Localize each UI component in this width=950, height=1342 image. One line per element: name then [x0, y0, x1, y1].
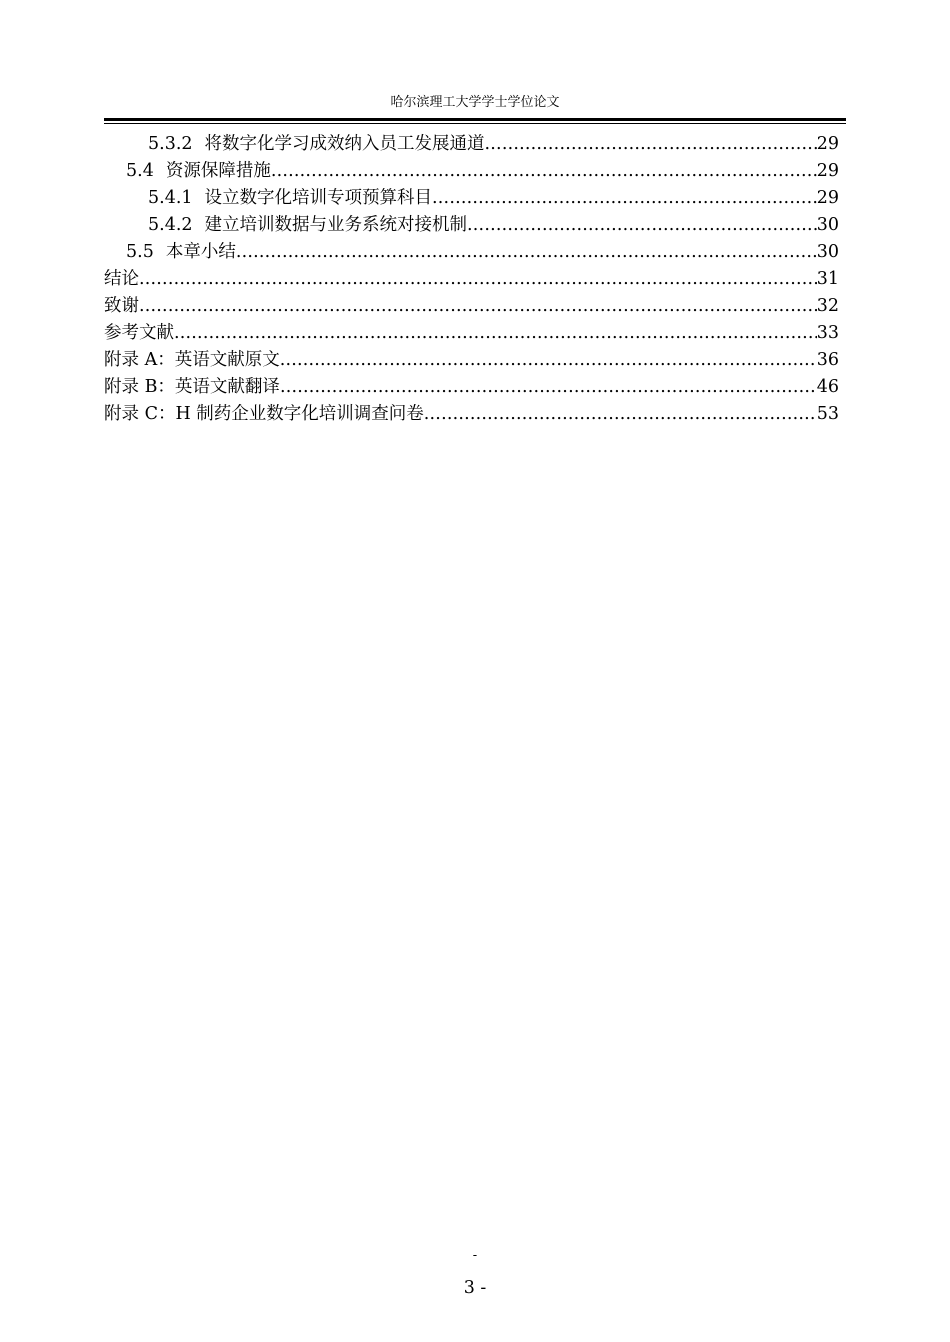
toc-entry[interactable] — [104, 374, 839, 401]
page-header: 哈尔滨理工大学学士学位论文 — [390, 95, 560, 110]
toc-entry-number: 5.4 — [126, 161, 154, 181]
page-number: 3 - — [463, 1278, 487, 1298]
toc-entry-number: 5.4.2 — [148, 215, 193, 235]
toc-dot-leader — [139, 293, 817, 320]
toc-dot-leader — [467, 212, 817, 239]
toc-entry[interactable] — [104, 266, 839, 293]
toc-entry[interactable] — [104, 239, 839, 266]
toc-entry-page: 33 — [816, 323, 839, 343]
header-rule-thick — [104, 118, 846, 121]
toc-entry-title: 本章小结 — [165, 242, 236, 262]
toc-dot-leader — [424, 401, 817, 428]
toc-dot-leader — [432, 185, 817, 212]
toc-entry[interactable] — [104, 185, 839, 212]
toc-entry-title: 附录 B：英语文献翻译 — [104, 377, 280, 397]
toc-entry-page: 29 — [816, 188, 839, 208]
toc-entry-title: 资源保障措施 — [165, 161, 271, 181]
toc-entry[interactable] — [104, 212, 839, 239]
toc-entry-page: 30 — [816, 242, 839, 262]
toc-entry-page: 53 — [816, 404, 839, 424]
toc-entry-title: 建立培训数据与业务系统对接机制 — [204, 215, 468, 235]
toc-dot-leader — [236, 239, 817, 266]
toc-entry-number: 5.5 — [126, 242, 154, 262]
toc-entry-page: 36 — [816, 350, 839, 370]
toc-dot-leader — [139, 266, 817, 293]
toc-entry[interactable] — [104, 401, 839, 428]
toc-entry-page: 31 — [816, 269, 839, 289]
toc-entry-number: 5.3.2 — [148, 134, 193, 154]
header-rule-thin — [104, 123, 846, 124]
toc-entry[interactable] — [104, 320, 839, 347]
toc-entry[interactable] — [104, 131, 839, 158]
toc-entry[interactable] — [104, 347, 839, 374]
table-of-contents — [104, 131, 839, 428]
toc-dot-leader — [271, 158, 817, 185]
toc-entry-title: 附录 A：英语文献原文 — [104, 350, 280, 370]
toc-dot-leader — [280, 374, 817, 401]
toc-entry-title: 致谢 — [104, 296, 139, 316]
toc-dot-leader — [280, 347, 817, 374]
toc-entry[interactable] — [104, 158, 839, 185]
toc-entry-page: 29 — [816, 161, 839, 181]
footer-dash: - — [472, 1248, 478, 1263]
toc-entry-title: 结论 — [104, 269, 139, 289]
toc-entry-title: 设立数字化培训专项预算科目 — [204, 188, 433, 208]
toc-entry-page: 30 — [816, 215, 839, 235]
toc-entry-number: 5.4.1 — [148, 188, 193, 208]
toc-entry-page: 32 — [816, 296, 839, 316]
toc-entry-title: 将数字化学习成效纳入员工发展通道 — [204, 134, 485, 154]
toc-entry-page: 29 — [816, 134, 839, 154]
toc-entry-title: 附录 C：H 制药企业数字化培训调查问卷 — [104, 404, 424, 424]
toc-dot-leader — [485, 131, 817, 158]
toc-entry-title: 参考文献 — [104, 323, 174, 343]
toc-entry[interactable] — [104, 293, 839, 320]
toc-entry-page: 46 — [816, 377, 839, 397]
toc-dot-leader — [174, 320, 817, 347]
